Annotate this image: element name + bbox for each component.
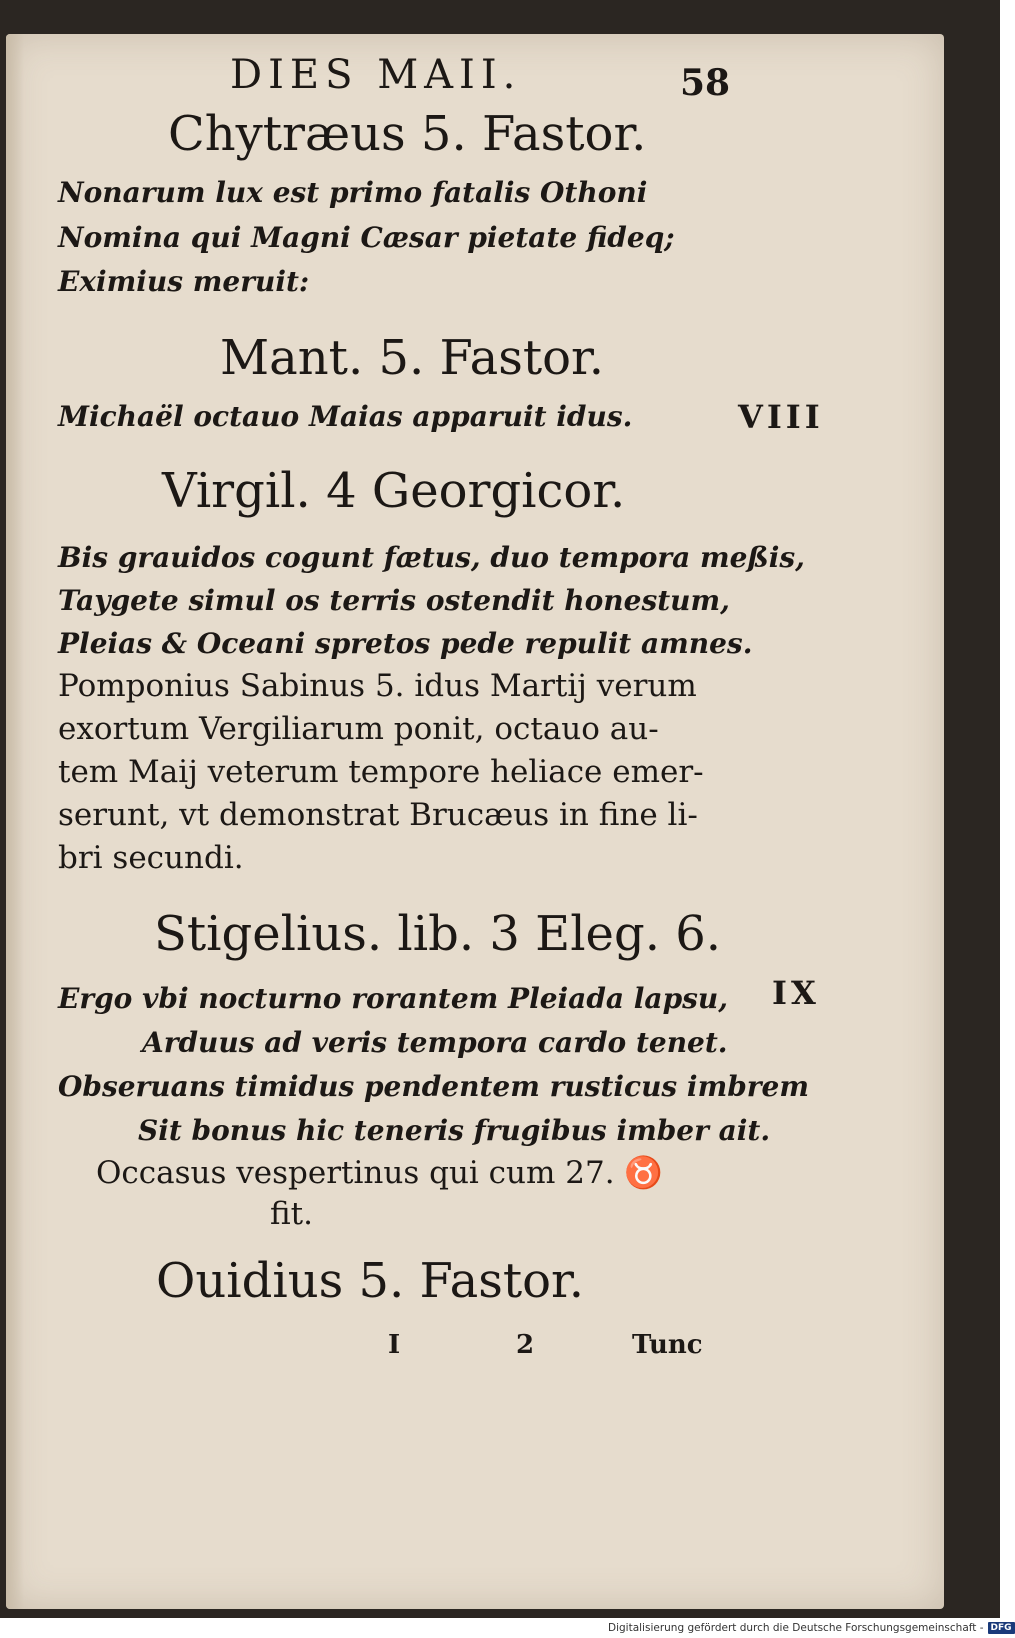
dfg-logo-icon: DFG	[988, 1622, 1015, 1634]
verse-line: Obseruans timidus pendentem rusticus imbrem	[58, 1070, 809, 1103]
verse-line: Sit bonus hic teneris frugibus imber ait.	[138, 1114, 771, 1147]
credit-text: Digitalisierung gefördert durch die Deutsche Forschungsgemeinschaft -	[608, 1622, 984, 1634]
prose-line: tem Maij veterum tempore heliace emer-	[58, 754, 704, 790]
verse-line: Eximius meruit:	[58, 265, 310, 298]
prose-line: fit.	[270, 1196, 313, 1232]
signature-mark: 2	[516, 1330, 535, 1360]
catchword: Tunc	[632, 1330, 703, 1360]
prose-line: Occasus vespertinus qui cum 27. ♉	[96, 1155, 664, 1191]
verse-line: Michaël octauo Maias apparuit idus.	[58, 400, 633, 433]
section-heading: Mant. 5. Fastor.	[220, 330, 604, 386]
verse-line: Ergo vbi nocturno rorantem Pleiada lapsu,	[58, 982, 729, 1015]
prose-line: Pomponius Sabinus 5. idus Martij verum	[58, 668, 697, 704]
verse-line: Nonarum lux est primo fatalis Othoni	[58, 176, 648, 209]
verse-line: Nomina qui Magni Cæsar pietate fideq;	[58, 221, 675, 254]
verse-line: Bis grauidos cogunt fætus, duo tempora meßis,	[58, 541, 805, 574]
prose-line: exortum Vergiliarum ponit, octauo au-	[58, 711, 659, 747]
verse-line: Arduus ad veris tempora cardo tenet.	[142, 1026, 728, 1059]
section-heading: Ouidius 5. Fastor.	[156, 1253, 584, 1309]
section-heading: Stigelius. lib. 3 Eleg. 6.	[154, 906, 721, 962]
signature-mark: I	[388, 1330, 401, 1360]
prose-line: serunt, vt demonstrat Brucæus in fine li-	[58, 797, 698, 833]
section-heading: Virgil. 4 Georgicor.	[162, 463, 626, 519]
page-number: 58	[680, 62, 731, 104]
verse-line: Pleias & Oceani spretos pede repulit amnes.	[58, 627, 753, 660]
page-edge	[6, 34, 24, 1609]
verse-line: Taygete simul os terris ostendit honestum,	[58, 584, 730, 617]
margin-numeral: VIII	[738, 398, 824, 436]
running-head: DIES MAII.	[230, 52, 522, 98]
digitization-credit	[608, 1620, 1015, 1636]
section-heading: Chytræus 5. Fastor.	[168, 106, 647, 162]
prose-line: bri secundi.	[58, 840, 244, 876]
margin-numeral: IX	[772, 974, 820, 1012]
